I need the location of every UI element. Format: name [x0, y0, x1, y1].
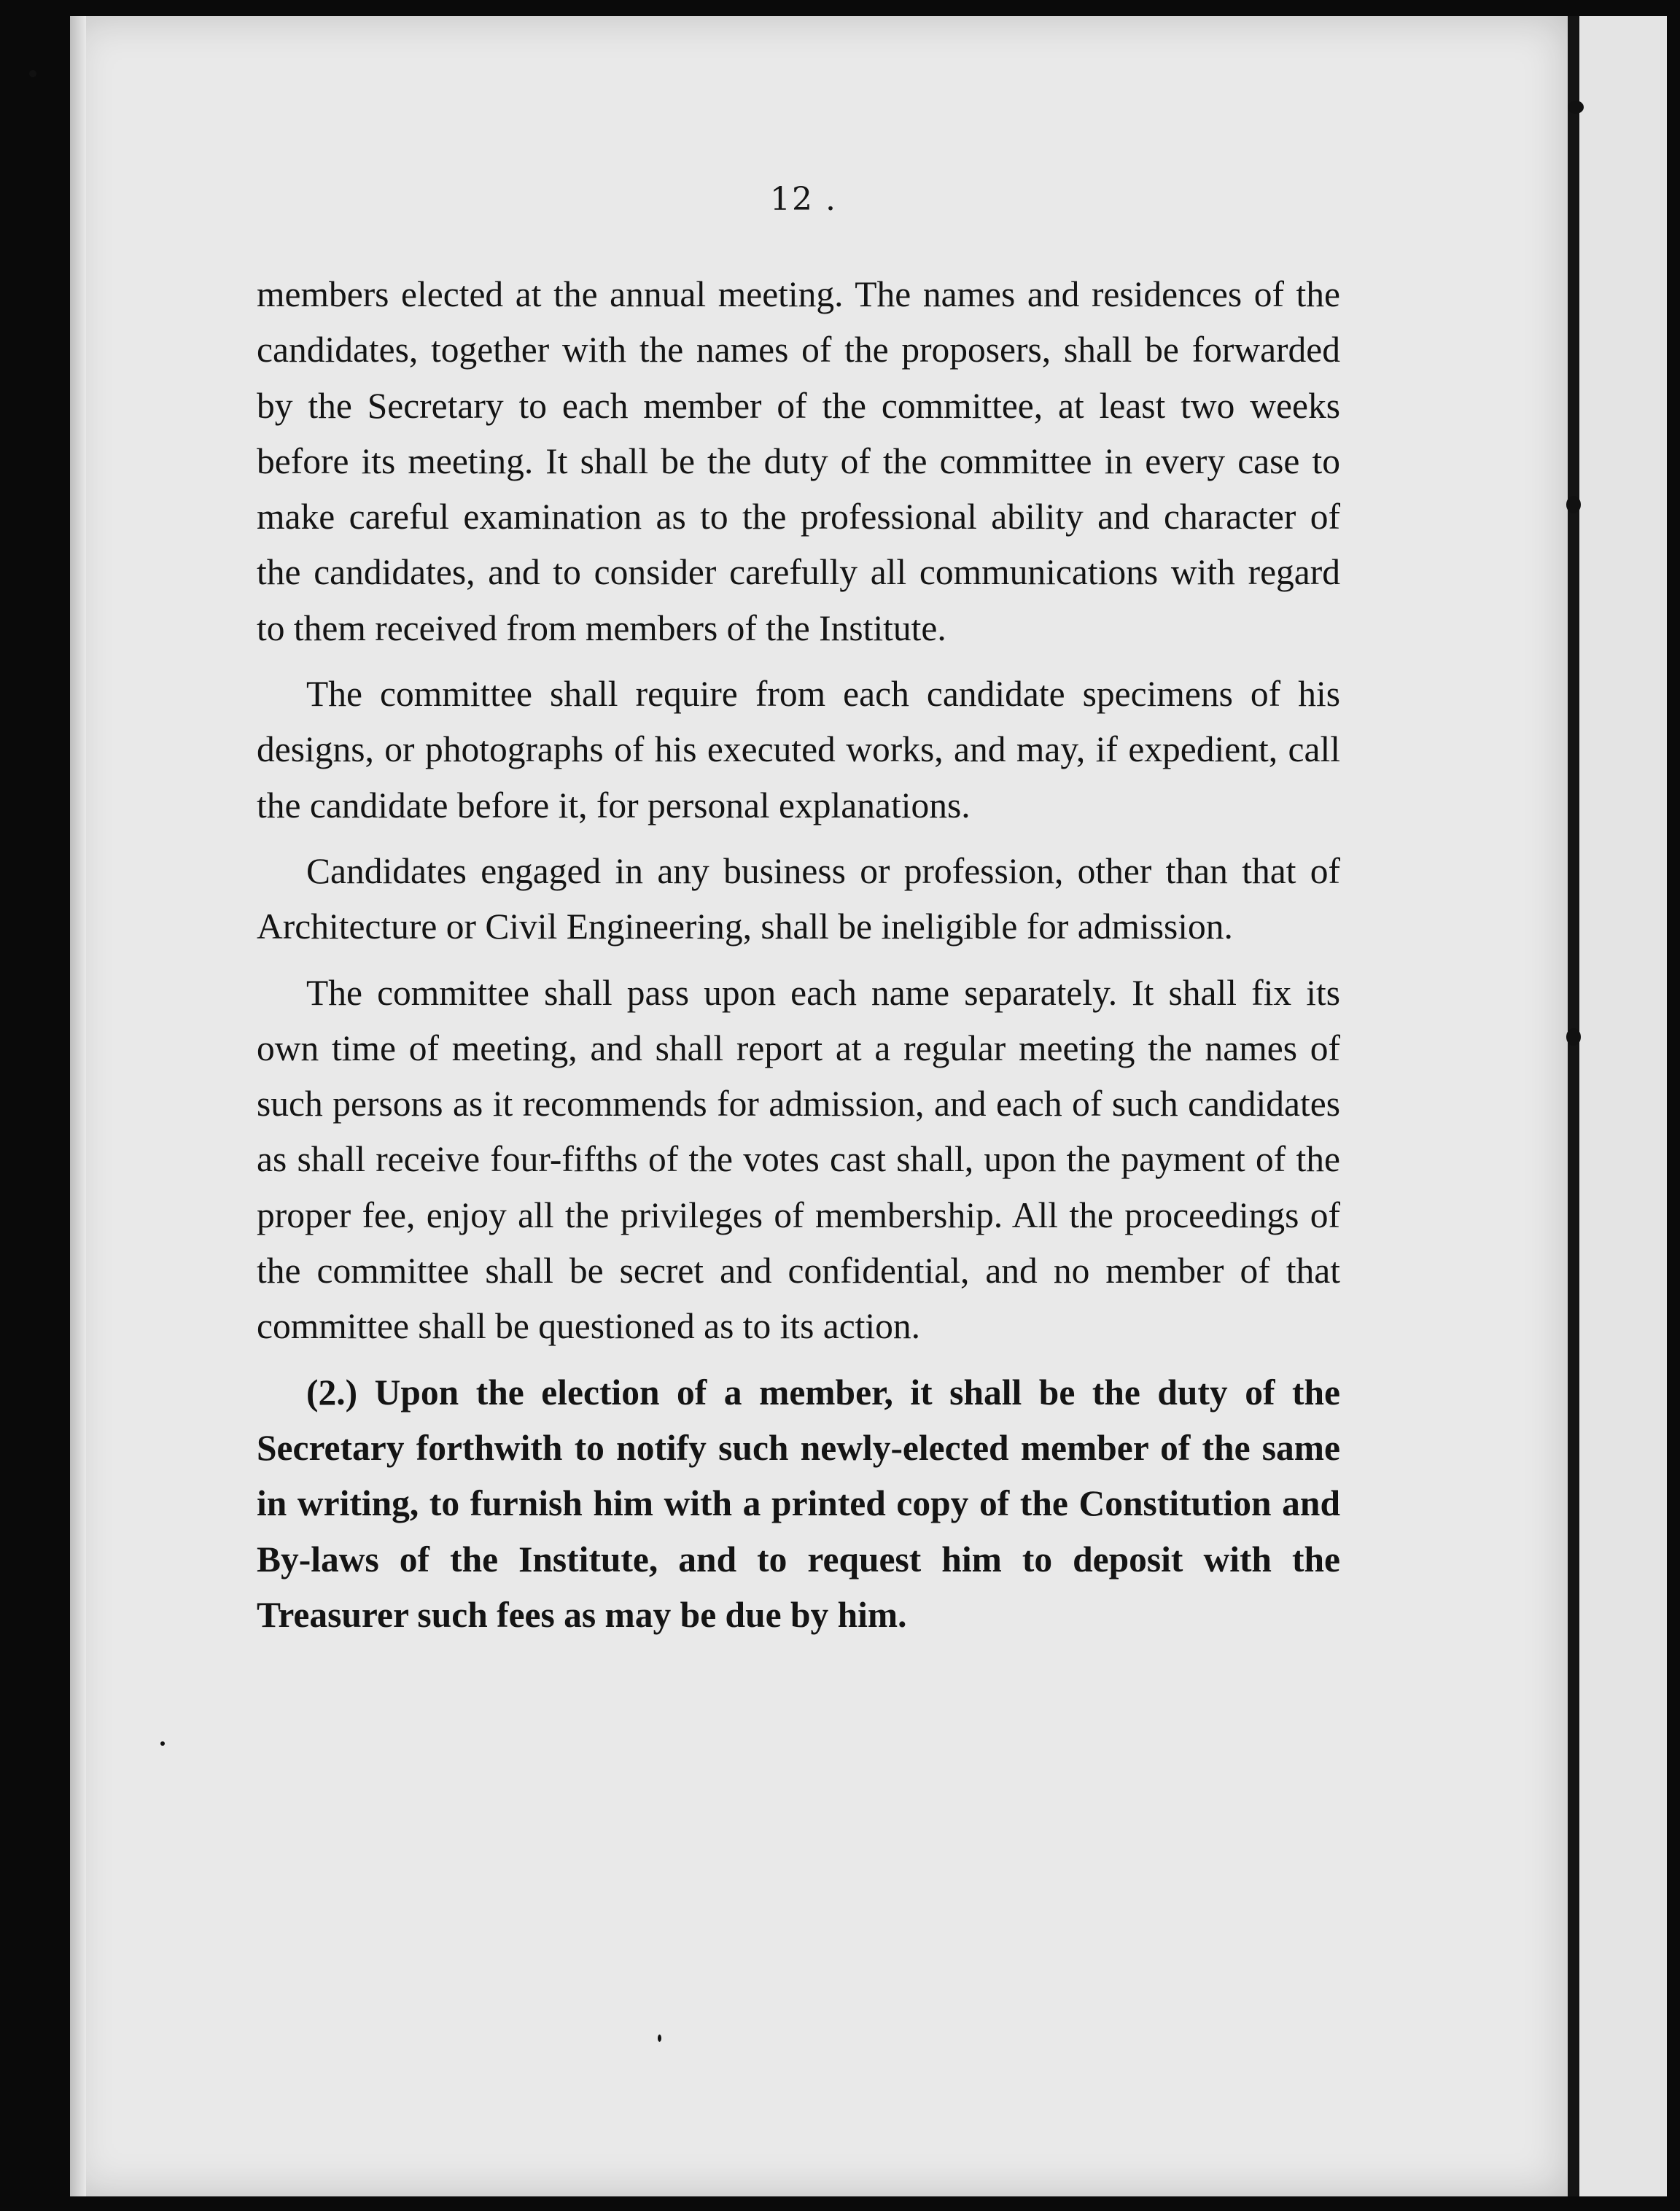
- page-shadow-edge: [70, 16, 86, 2196]
- paragraph-notification: (2.) Upon the election of a member, it shall be the duty of the Secretary forthwith to notify such newly-elected member of the same in writing, to furnish him with a printed copy of the Constitution and By-laws of the Institute, and to request him to deposit with the Treasurer such fees as may be due by him.: [257, 1372, 1340, 1635]
- paragraph-committee-procedure: The committee shall pass upon each name separately. It shall fix its own time of meeting, and shall report at a regular meeting the names of such persons as it recommends for admission, and each of such candidates as shall receive four-fifths of the votes cast shall, upon the payment of the proper fee, enjoy all the privileges of membership. All the proceedings of the committee shall be secret and confidential, and no member of that committee shall be questioned as to its action.: [257, 972, 1340, 1347]
- paragraph-ineligibility: Candidates engaged in any business or profession, other than that of Architecture or Civil Engineering, shall be ineligible for admission.: [257, 850, 1340, 947]
- scan-speck: [1568, 101, 1584, 114]
- paragraph-membership-election: members elected at the annual meeting. The names and residences of the candidates, together with the names of the proposers, shall be forwarded by the Secretary to each member of the committee, at least two weeks before its meeting. It shall be the duty of the committee in every case to make careful examination as to the professional ability and character of the candidates, and to consider carefully all communications with regard to them received from members of the Institute.: [257, 274, 1340, 648]
- paragraph-specimens: The committee shall require from each candidate specimens of his designs, or photographs of his executed works, and may, if expedient, call the candidate before it, for personal explanations.: [257, 674, 1340, 825]
- scan-speck: [658, 2035, 661, 2042]
- page-number: 12 .: [770, 181, 837, 218]
- scan-speck: [1566, 1028, 1581, 1046]
- scan-speck: [160, 1741, 165, 1746]
- scan-speck: [29, 70, 36, 77]
- body-text: [257, 267, 1340, 1653]
- adjacent-page-sliver: [1579, 16, 1667, 2196]
- scan-speck: [1566, 496, 1581, 513]
- binding-fold: [1568, 16, 1579, 2196]
